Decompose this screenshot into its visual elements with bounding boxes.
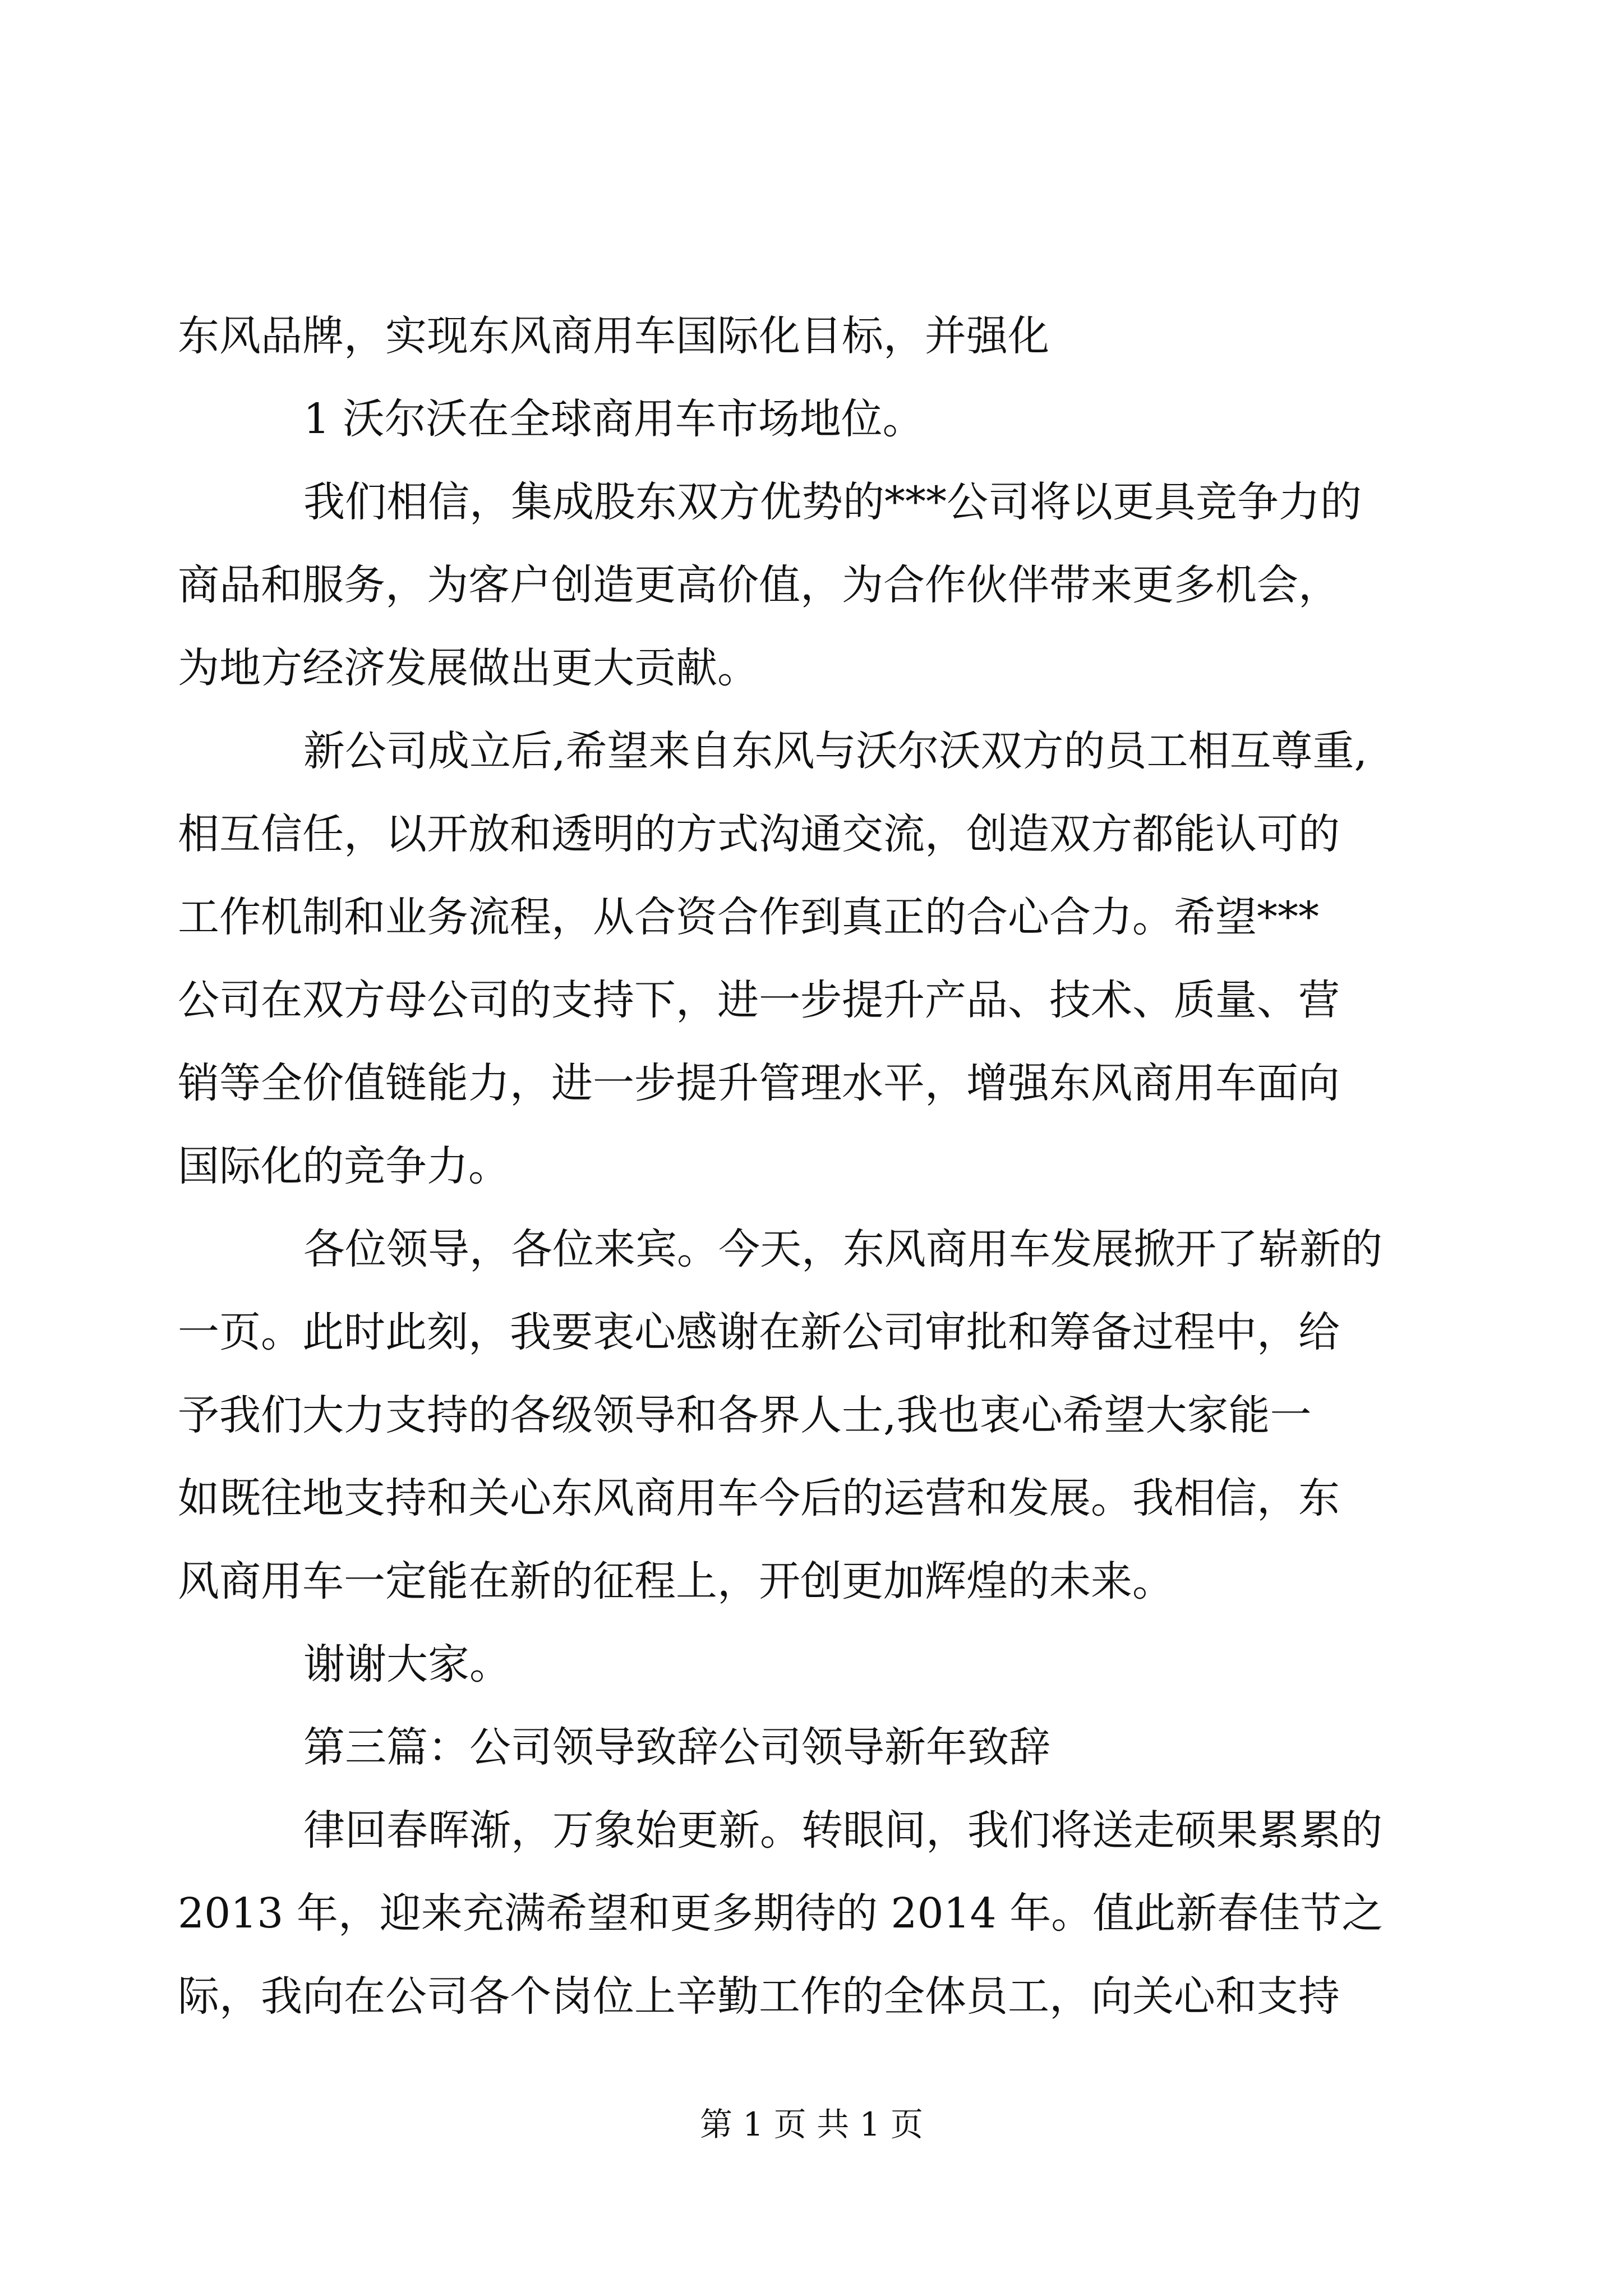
paragraph-line: 如既往地支持和关心东风商用车今后的运营和发展。我相信，东 xyxy=(178,1474,1340,1522)
paragraph-line: 予我们大力支持的各级领导和各界人士,我也衷心希望大家能一 xyxy=(178,1391,1312,1439)
paragraph-line: 东风品牌，实现东风商用车国际化目标，并强化 xyxy=(178,312,1049,360)
paragraph-line: 律回春晖渐，万象始更新。转眼间，我们将送走硕果累累的 xyxy=(303,1806,1382,1855)
section-heading: 第三篇：公司领导致辞公司领导新年致辞 xyxy=(303,1723,1050,1772)
paragraph-line: 2013 年，迎来充满希望和更多期待的 2014 年。值此新春佳节之 xyxy=(178,1889,1384,1938)
paragraph-line: 新公司成立后,希望来自东风与沃尔沃双方的员工相互尊重, xyxy=(303,727,1368,775)
paragraph-line: 相互信任，以开放和透明的方式沟通交流，创造双方都能认可的 xyxy=(178,810,1340,858)
paragraph-line: 为地方经济发展做出更大贡献。 xyxy=(178,644,759,692)
paragraph-line: 风商用车一定能在新的征程上，开创更加辉煌的未来。 xyxy=(178,1557,1174,1605)
page-number-footer: 第 1 页 共 1 页 xyxy=(700,2105,923,2143)
paragraph-line: 商品和服务，为客户创造更高价值，为合作伙伴带来更多机会， xyxy=(178,561,1340,609)
paragraph-line: 销等全价值链能力，进一步提升管理水平，增强东风商用车面向 xyxy=(178,1059,1340,1107)
paragraph-line: 工作机制和业务流程，从合资合作到真正的合心合力。希望*** xyxy=(178,893,1319,941)
paragraph-line: 一页。此时此刻，我要衷心感谢在新公司审批和筹备过程中，给 xyxy=(178,1308,1340,1356)
paragraph-line: 我们相信，集成股东双方优势的***公司将以更具竞争力的 xyxy=(303,478,1362,526)
paragraph-line: 各位领导，各位来宾。今天，东风商用车发展掀开了崭新的 xyxy=(303,1225,1382,1273)
paragraph-line: 公司在双方母公司的支持下，进一步提升产品、技术、质量、营 xyxy=(178,976,1340,1024)
paragraph-line: 谢谢大家。 xyxy=(303,1640,511,1688)
paragraph-line: 国际化的竞争力。 xyxy=(178,1142,510,1190)
paragraph-line: 1 沃尔沃在全球商用车市场地位。 xyxy=(303,395,924,443)
paragraph-line: 际，我向在公司各个岗位上辛勤工作的全体员工，向关心和支持 xyxy=(178,1972,1340,2021)
